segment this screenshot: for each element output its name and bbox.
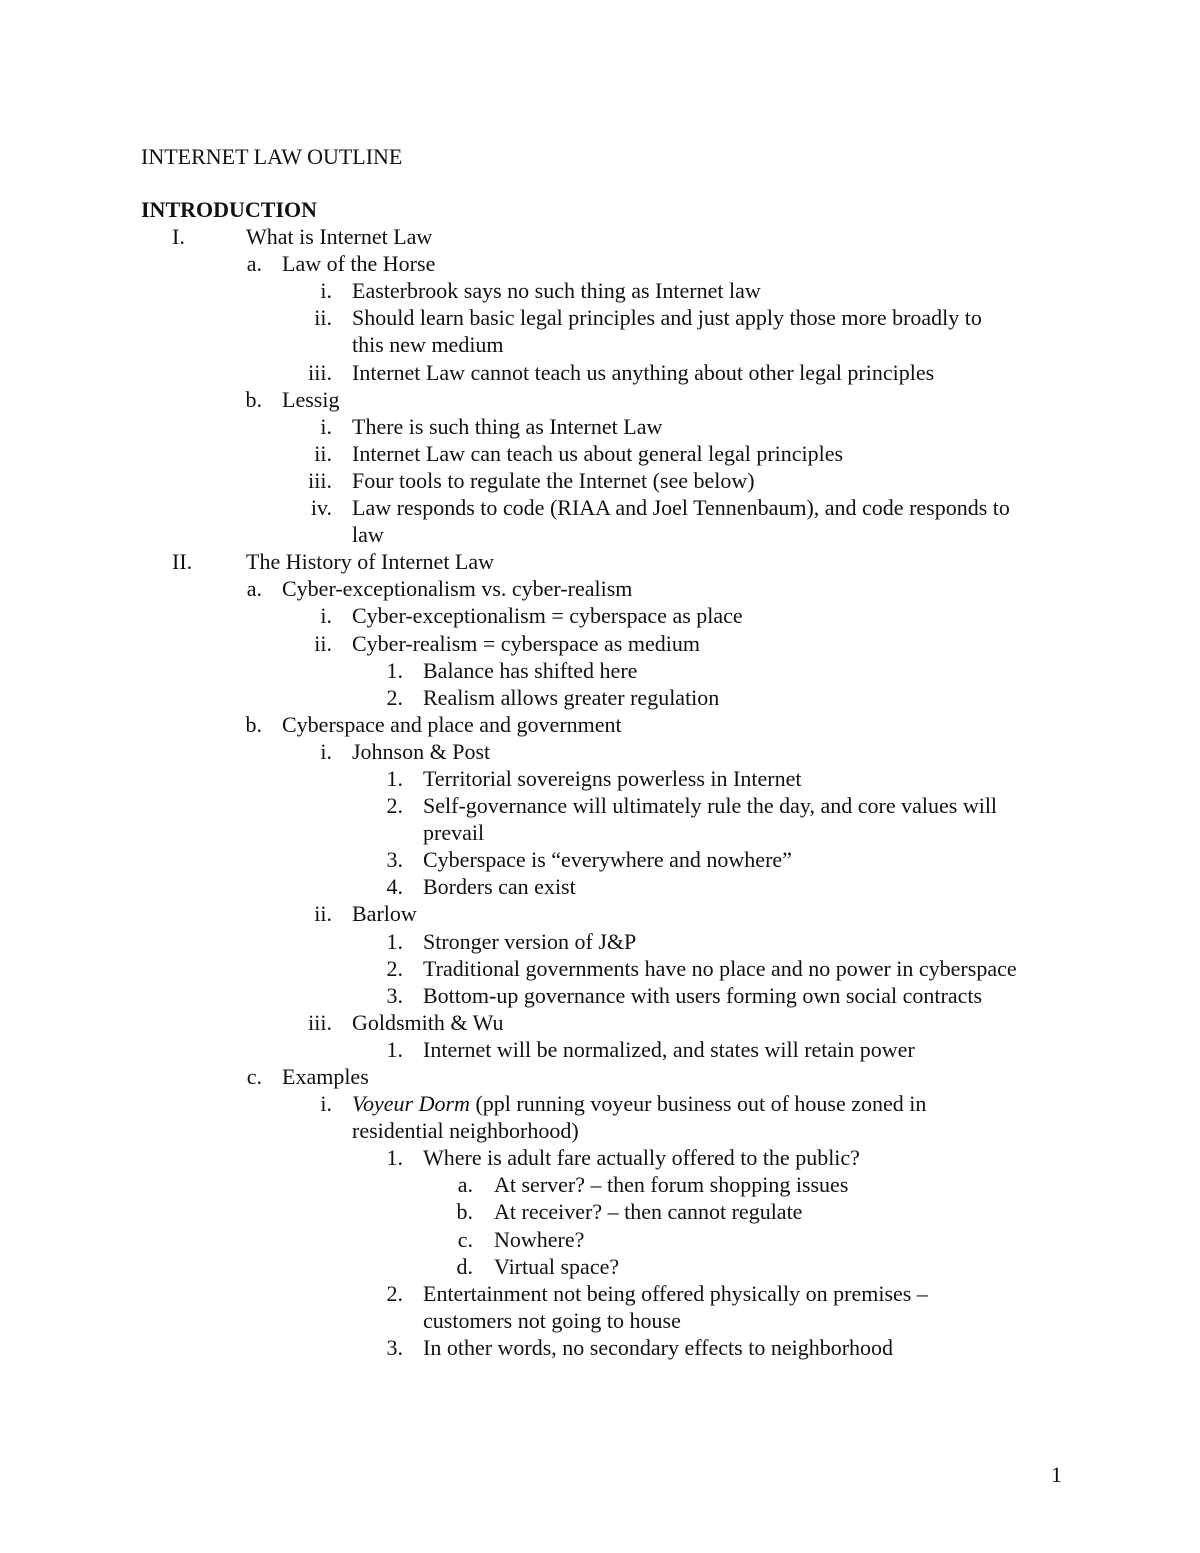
outline-item-continuation <box>0 819 1200 846</box>
outline-marker: iii. <box>308 1009 332 1035</box>
outline-marker: 1. <box>386 1036 403 1062</box>
outline-item <box>0 928 1200 955</box>
outline-text: Self-governance will ultimately rule the day, and core values will <box>423 793 998 819</box>
outline-text: Goldsmith & Wu <box>352 1009 504 1035</box>
outline-item <box>0 359 1200 386</box>
outline-item <box>0 386 1200 413</box>
outline-item <box>0 1280 1200 1307</box>
outline-item <box>0 1171 1200 1198</box>
outline-marker: b. <box>245 711 262 737</box>
outline-text: customers not going to house <box>423 1307 681 1333</box>
outline-text: What is Internet Law <box>246 224 433 250</box>
outline <box>0 196 1200 1361</box>
outline-marker: 2. <box>386 793 403 819</box>
outline-marker: 3. <box>386 847 403 873</box>
outline-text: Johnson & Post <box>352 738 491 764</box>
outline-text: Nowhere? <box>494 1226 585 1252</box>
outline-item <box>0 1253 1200 1280</box>
outline-marker: 1. <box>386 765 403 791</box>
outline-text: Examples <box>282 1064 369 1089</box>
outline-marker: 2. <box>386 684 403 710</box>
outline-item <box>0 711 1200 738</box>
outline-text: Law of the Horse <box>282 251 436 277</box>
outline-marker: 3. <box>386 982 403 1008</box>
outline-item <box>0 602 1200 629</box>
outline-text: Four tools to regulate the Internet (see below) <box>352 467 755 493</box>
outline-marker: ii. <box>314 440 332 466</box>
outline-item <box>0 684 1200 711</box>
outline-text: Easterbrook says no such thing as Internet law <box>352 278 761 304</box>
outline-text <box>352 1090 926 1117</box>
outline-text: Lessig <box>282 386 340 412</box>
outline-marker: c. <box>457 1226 473 1252</box>
outline-text: At receiver? – then cannot regulate <box>494 1199 803 1225</box>
outline-item-continuation <box>0 1307 1200 1334</box>
outline-item <box>0 1009 1200 1036</box>
outline-text: prevail <box>423 820 485 846</box>
outline-marker: II. <box>172 549 193 575</box>
outline-marker: b. <box>245 386 262 412</box>
outline-item <box>0 792 1200 819</box>
outline-item <box>0 873 1200 900</box>
outline-item <box>0 1198 1200 1225</box>
outline-text: Borders can exist <box>423 874 576 900</box>
outline-text: Where is adult fare actually offered to the public? <box>423 1145 860 1171</box>
outline-marker: i. <box>320 278 332 304</box>
outline-text: Internet will be normalized, and states will retain power <box>423 1036 915 1062</box>
outline-item <box>0 982 1200 1009</box>
outline-item <box>0 413 1200 440</box>
outline-text: residential neighborhood) <box>352 1118 579 1144</box>
outline-marker: i. <box>320 738 332 764</box>
outline-marker: I. <box>172 224 185 250</box>
outline-item <box>0 1226 1200 1253</box>
outline-text: Internet Law cannot teach us anything about other legal principles <box>352 359 935 385</box>
outline-item <box>0 575 1200 602</box>
outline-marker: a. <box>246 576 262 602</box>
outline-text: Cyber-realism = cyberspace as medium <box>352 630 700 656</box>
outline-marker: ii. <box>314 305 332 331</box>
section-heading <box>0 196 1200 223</box>
outline-text: INTRODUCTION <box>141 197 318 222</box>
outline-item <box>0 1063 1200 1090</box>
outline-item <box>0 1334 1200 1361</box>
document-title: INTERNET LAW OUTLINE <box>141 144 403 169</box>
outline-marker: i. <box>320 1091 332 1117</box>
outline-item <box>0 548 1200 575</box>
outline-item <box>0 630 1200 657</box>
outline-text-rest: (ppl running voyeur business out of house zoned in <box>469 1091 927 1117</box>
outline-marker: c. <box>246 1064 262 1089</box>
outline-item <box>0 250 1200 277</box>
outline-text: Internet Law can teach us about general legal principles <box>352 440 844 466</box>
outline-marker: 2. <box>386 1280 403 1306</box>
outline-text: Law responds to code (RIAA and Joel Tennenbaum), and code responds to <box>352 495 1010 521</box>
outline-text: Virtual space? <box>494 1253 620 1279</box>
outline-text: The History of Internet Law <box>246 549 495 575</box>
outline-marker: i. <box>320 413 332 439</box>
outline-item <box>0 846 1200 873</box>
page-number: 1 <box>1051 1462 1062 1487</box>
outline-text: Bottom-up governance with users forming own social contracts <box>423 982 983 1008</box>
outline-item <box>0 277 1200 304</box>
outline-marker: a. <box>246 251 262 277</box>
outline-text: Realism allows greater regulation <box>423 684 720 710</box>
outline-item <box>0 440 1200 467</box>
outline-marker: a. <box>457 1172 473 1198</box>
case-name: Voyeur Dorm <box>352 1091 470 1117</box>
outline-marker: 1. <box>386 928 403 954</box>
outline-marker: ii. <box>314 901 332 927</box>
outline-marker: iii. <box>308 359 332 385</box>
outline-text: In other words, no secondary effects to neighborhood <box>423 1334 894 1360</box>
outline-text: this new medium <box>352 332 504 358</box>
outline-marker: 4. <box>386 874 403 900</box>
outline-item <box>0 467 1200 494</box>
outline-text: Territorial sovereigns powerless in Internet <box>423 765 802 791</box>
outline-item <box>0 738 1200 765</box>
outline-text: Cyberspace and place and government <box>282 711 622 737</box>
outline-item <box>0 304 1200 331</box>
outline-text: Cyberspace is “everywhere and nowhere” <box>423 847 792 873</box>
outline-marker: ii. <box>314 630 332 656</box>
outline-item <box>0 900 1200 927</box>
outline-text: At server? – then forum shopping issues <box>494 1172 849 1198</box>
outline-text: Balance has shifted here <box>423 657 638 683</box>
outline-marker: 1. <box>386 657 403 683</box>
outline-item <box>0 1144 1200 1171</box>
outline-text: Barlow <box>352 901 417 927</box>
outline-item <box>0 765 1200 792</box>
outline-text: Entertainment not being offered physically on premises – <box>423 1280 928 1306</box>
outline-text: Stronger version of J&P <box>423 928 637 954</box>
outline-item <box>0 494 1200 521</box>
outline-item-continuation <box>0 521 1200 548</box>
outline-item-continuation <box>0 331 1200 358</box>
outline-item <box>0 657 1200 684</box>
outline-text: There is such thing as Internet Law <box>352 413 663 439</box>
outline-text: Cyber-exceptionalism vs. cyber-realism <box>282 576 633 602</box>
outline-marker: iii. <box>308 467 332 493</box>
outline-marker: d. <box>456 1253 473 1279</box>
outline-item <box>0 955 1200 982</box>
outline-text: law <box>352 522 384 548</box>
outline-item <box>0 1036 1200 1063</box>
outline-item <box>0 1090 1200 1117</box>
outline-marker: iv. <box>310 495 332 521</box>
outline-marker: b. <box>456 1199 473 1225</box>
outline-marker: 1. <box>386 1145 403 1171</box>
outline-item <box>0 223 1200 250</box>
outline-text: Cyber-exceptionalism = cyberspace as place <box>352 603 743 629</box>
outline-marker: 2. <box>386 955 403 981</box>
outline-marker: 3. <box>386 1334 403 1360</box>
outline-text: Should learn basic legal principles and just apply those more broadly to <box>352 305 982 331</box>
outline-item-continuation <box>0 1117 1200 1144</box>
outline-marker: i. <box>320 603 332 629</box>
outline-text: Traditional governments have no place and no power in cyberspace <box>423 955 1017 981</box>
